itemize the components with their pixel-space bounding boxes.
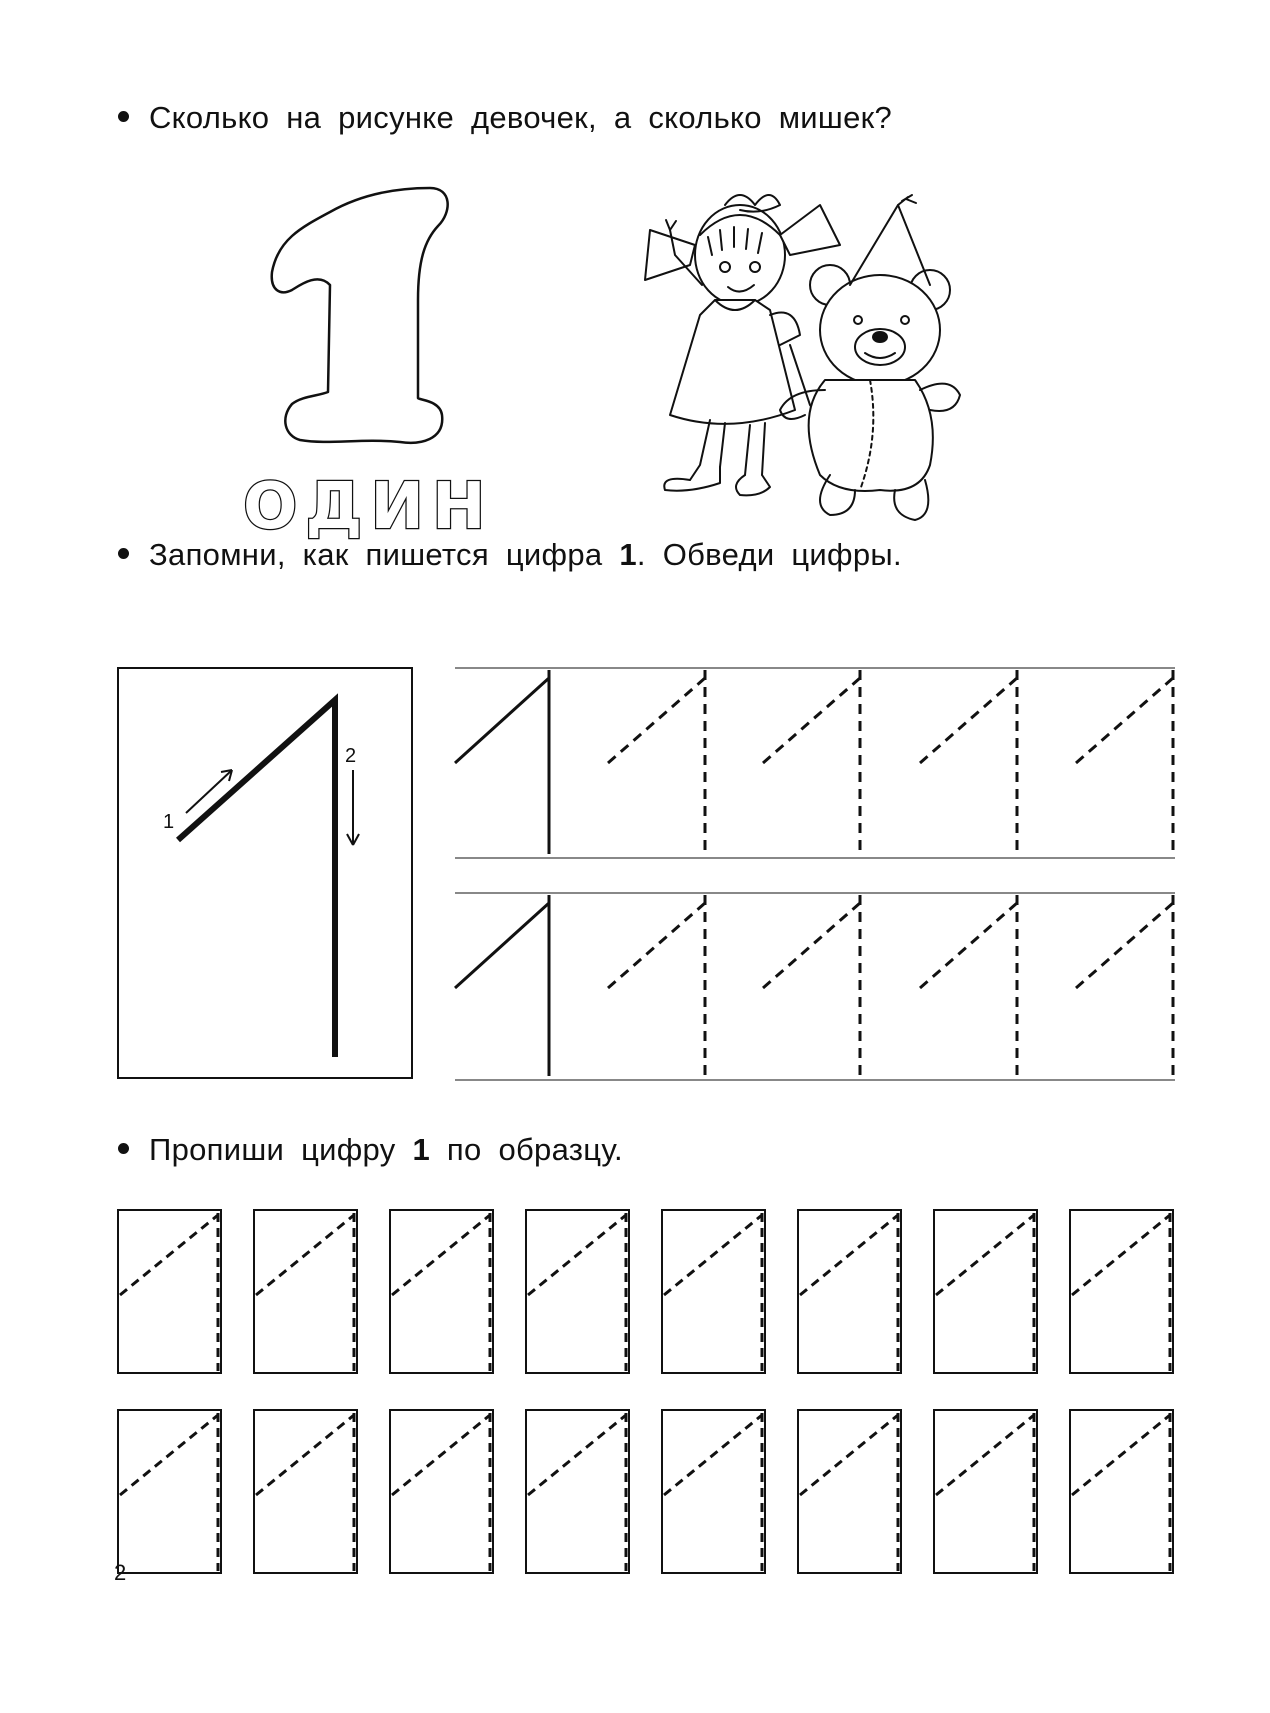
practice-box-frame: [390, 1210, 493, 1373]
practice-box: [662, 1210, 765, 1373]
practice-box-frame: [1070, 1410, 1173, 1573]
practice-box-frame: [1070, 1210, 1173, 1373]
practice-box-frame: [526, 1210, 629, 1373]
practice-box: [118, 1210, 221, 1373]
practice-box-frame: [798, 1410, 901, 1573]
practice-box: [798, 1210, 901, 1373]
practice-box-frame: [254, 1210, 357, 1373]
digit-word-one: ОДИН: [243, 470, 494, 544]
practice-box-frame: [526, 1410, 629, 1573]
practice-box-frame: [118, 1210, 221, 1373]
practice-box-frame: [662, 1410, 765, 1573]
page-number: 2: [114, 1560, 127, 1585]
practice-box: [934, 1210, 1037, 1373]
practice-box: [254, 1410, 357, 1573]
practice-box: [118, 1410, 221, 1573]
practice-box-frame: [254, 1410, 357, 1573]
practice-box: [662, 1410, 765, 1573]
instruction-text-after: по образцу.: [430, 1132, 623, 1167]
practice-box: [1070, 1410, 1173, 1573]
instruction-digit: 1: [619, 537, 637, 572]
practice-box: [390, 1410, 493, 1573]
stroke-label-1: 1: [163, 811, 175, 833]
practice-box-frame: [934, 1410, 1037, 1573]
instruction-text-before: Запомни, как пишется цифра: [149, 537, 620, 572]
practice-box: [934, 1410, 1037, 1573]
practice-box: [526, 1410, 629, 1573]
instruction-text-after: . Обведи цифры.: [636, 537, 902, 572]
practice-box: [526, 1210, 629, 1373]
practice-box: [254, 1210, 357, 1373]
practice-box-frame: [798, 1210, 901, 1373]
practice-box: [1070, 1210, 1173, 1373]
practice-box-frame: [118, 1410, 221, 1573]
instruction-text-before: Пропиши цифру: [149, 1132, 413, 1167]
practice-box-frame: [662, 1210, 765, 1373]
practice-box: [798, 1410, 901, 1573]
instruction-digit: 1: [412, 1132, 430, 1167]
stroke-label-2: 2: [345, 745, 357, 767]
practice-box: [390, 1210, 493, 1373]
instruction-text: Сколько на рисунке девочек, а сколько мишек?: [149, 100, 893, 135]
practice-box-frame: [390, 1410, 493, 1573]
practice-box-frame: [934, 1210, 1037, 1373]
